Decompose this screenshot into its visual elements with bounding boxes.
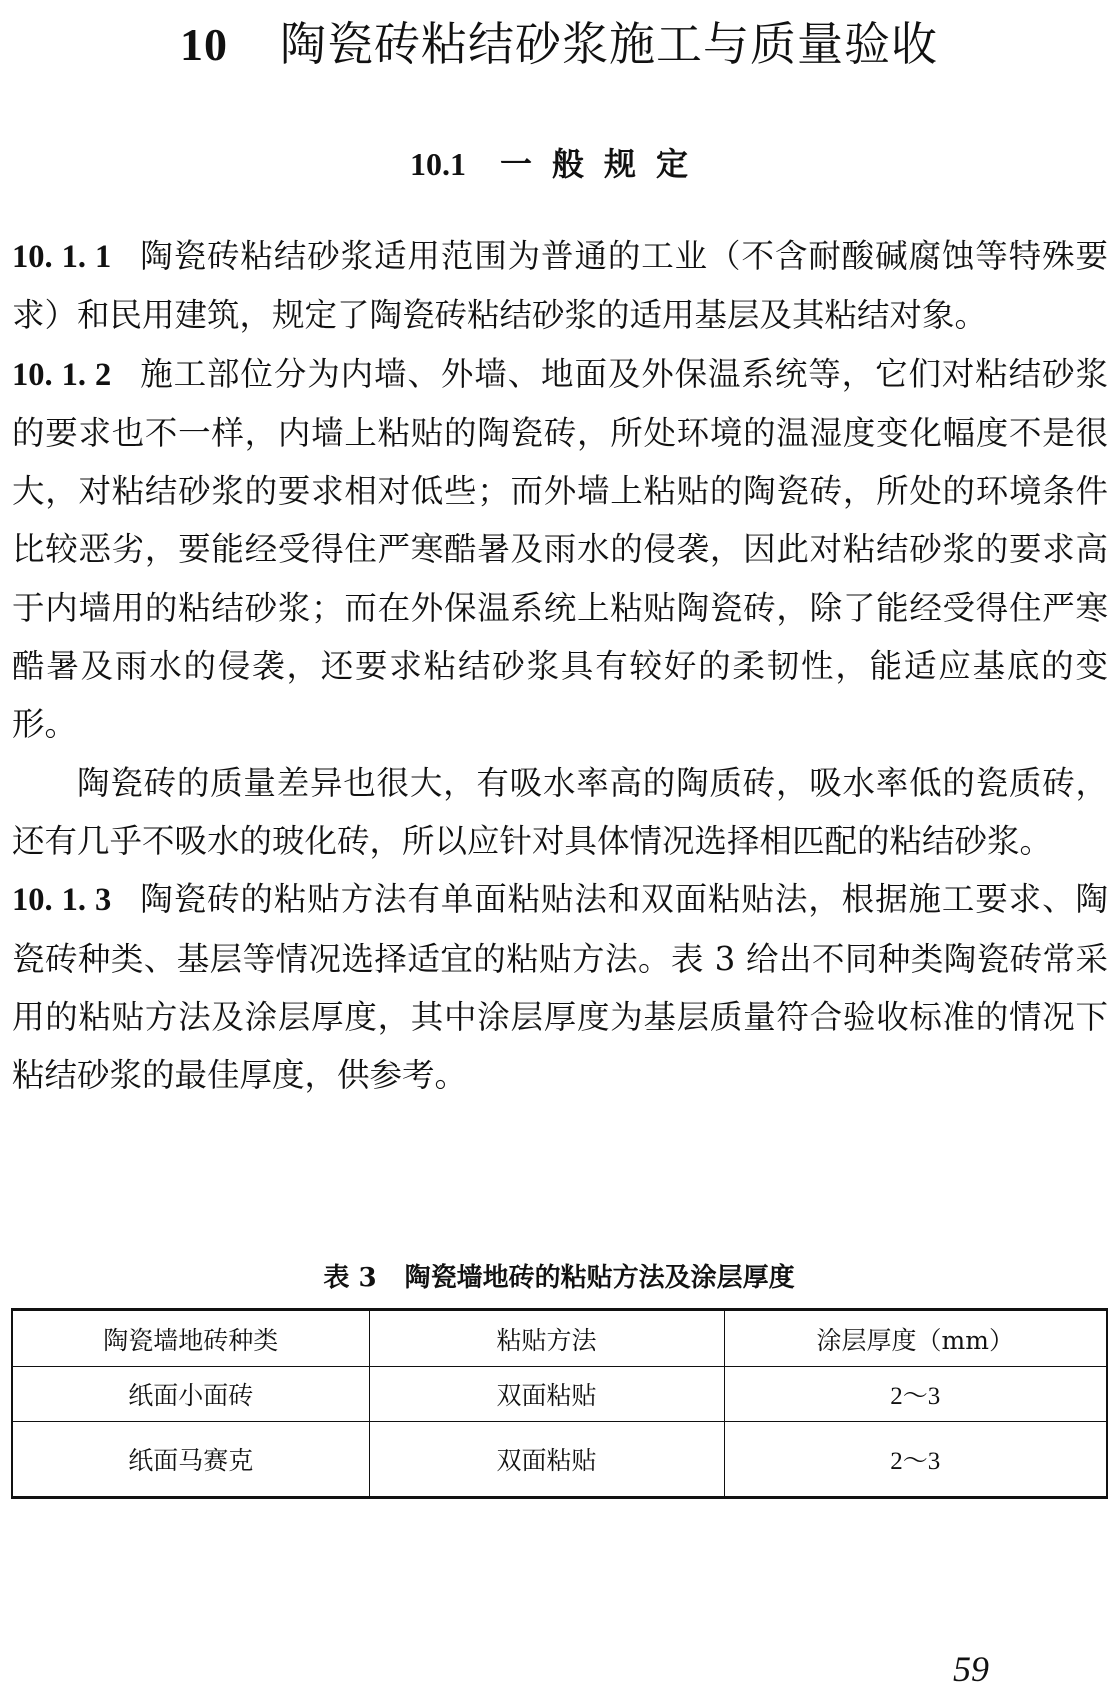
clause-number: 10. 1. 3 (12, 882, 112, 919)
table-header-row (12, 1310, 1107, 1367)
clause-text: 施工部位分为内墙、外墙、地面及外保温系统等，它们对粘结砂浆的要求也不一样，内墙上粘贴的陶瓷砖，所处环境的温湿度变化幅度不是很大，对粘结砂浆的要求相对低些；而外墙上粘贴的陶瓷砖，所处的环境条件比较恶劣，要能经受得住严寒酷暑及雨水的侵袭，因此对粘结砂浆的要求高于内墙用的粘结砂浆；而在外保温系统上粘贴陶瓷砖，除了能经受得住严寒酷暑及雨水的侵袭，还要求粘结砂浆具有较好的柔韧性，能适应基底的变形。 (12, 354, 1108, 744)
chapter-title-text: 陶瓷砖粘结砂浆施工与质量验收 (280, 17, 938, 71)
table-row (12, 1422, 1107, 1498)
table-title: 陶瓷墙地砖的粘贴方法及涂层厚度 (404, 1263, 795, 1293)
clause-text: 陶瓷砖的粘贴方法有单面粘贴法和双面粘贴法，根据施工要求、陶瓷砖种类、基层等情况选择适宜的粘贴方法。表 3 给出不同种类陶瓷砖常采用的粘贴方法及涂层厚度，其中涂层厚度为基层质量符合验收标准的情况下粘结砂浆的最佳厚度，供参考。 (12, 880, 1108, 1095)
body-text (12, 227, 1108, 1104)
cell-coating-thickness: 2～3 (724, 1367, 1107, 1422)
table-caption (0, 1259, 1118, 1297)
page-number: 59 (953, 1649, 989, 1689)
cell-tile-type: 纸面马赛克 (12, 1422, 369, 1498)
cell-bonding-method: 双面粘贴 (369, 1367, 724, 1422)
cell-tile-type: 纸面小面砖 (12, 1367, 369, 1422)
table-row (12, 1367, 1107, 1422)
header-bonding-method: 粘贴方法 (369, 1310, 724, 1367)
bonding-method-table (11, 1308, 1108, 1499)
clause-10-1-2-continuation: 陶瓷砖的质量差异也很大，有吸水率高的陶质砖，吸水率低的瓷质砖，还有几乎不吸水的玻化砖，所以应针对具体情况选择相匹配的粘结砂浆。 (12, 763, 1108, 860)
clause-number: 10. 1. 2 (12, 356, 112, 393)
clause-text: 陶瓷砖粘结砂浆适用范围为普通的工业（不含耐酸碱腐蚀等特殊要求）和民用建筑，规定了陶瓷砖粘结砂浆的适用基层及其粘结对象。 (12, 237, 1108, 335)
section-title-text: 一般规定 (499, 145, 708, 183)
table-number: 表 3 (323, 1263, 377, 1293)
header-tile-type: 陶瓷墙地砖种类 (12, 1310, 369, 1367)
section-number: 10.1 (409, 146, 466, 182)
clause-number: 10. 1. 1 (12, 239, 112, 275)
chapter-title (0, 14, 1118, 75)
cell-coating-thickness: 2～3 (724, 1422, 1107, 1498)
clause-10-1-3 (12, 870, 1108, 1104)
clause-10-1-1 (12, 227, 1108, 345)
cell-bonding-method: 双面粘贴 (369, 1422, 724, 1498)
clause-10-1-2 (12, 345, 1108, 754)
section-title (0, 142, 1118, 186)
chapter-number: 10 (180, 19, 228, 70)
header-coating-thickness: 涂层厚度（mm） (724, 1310, 1107, 1367)
